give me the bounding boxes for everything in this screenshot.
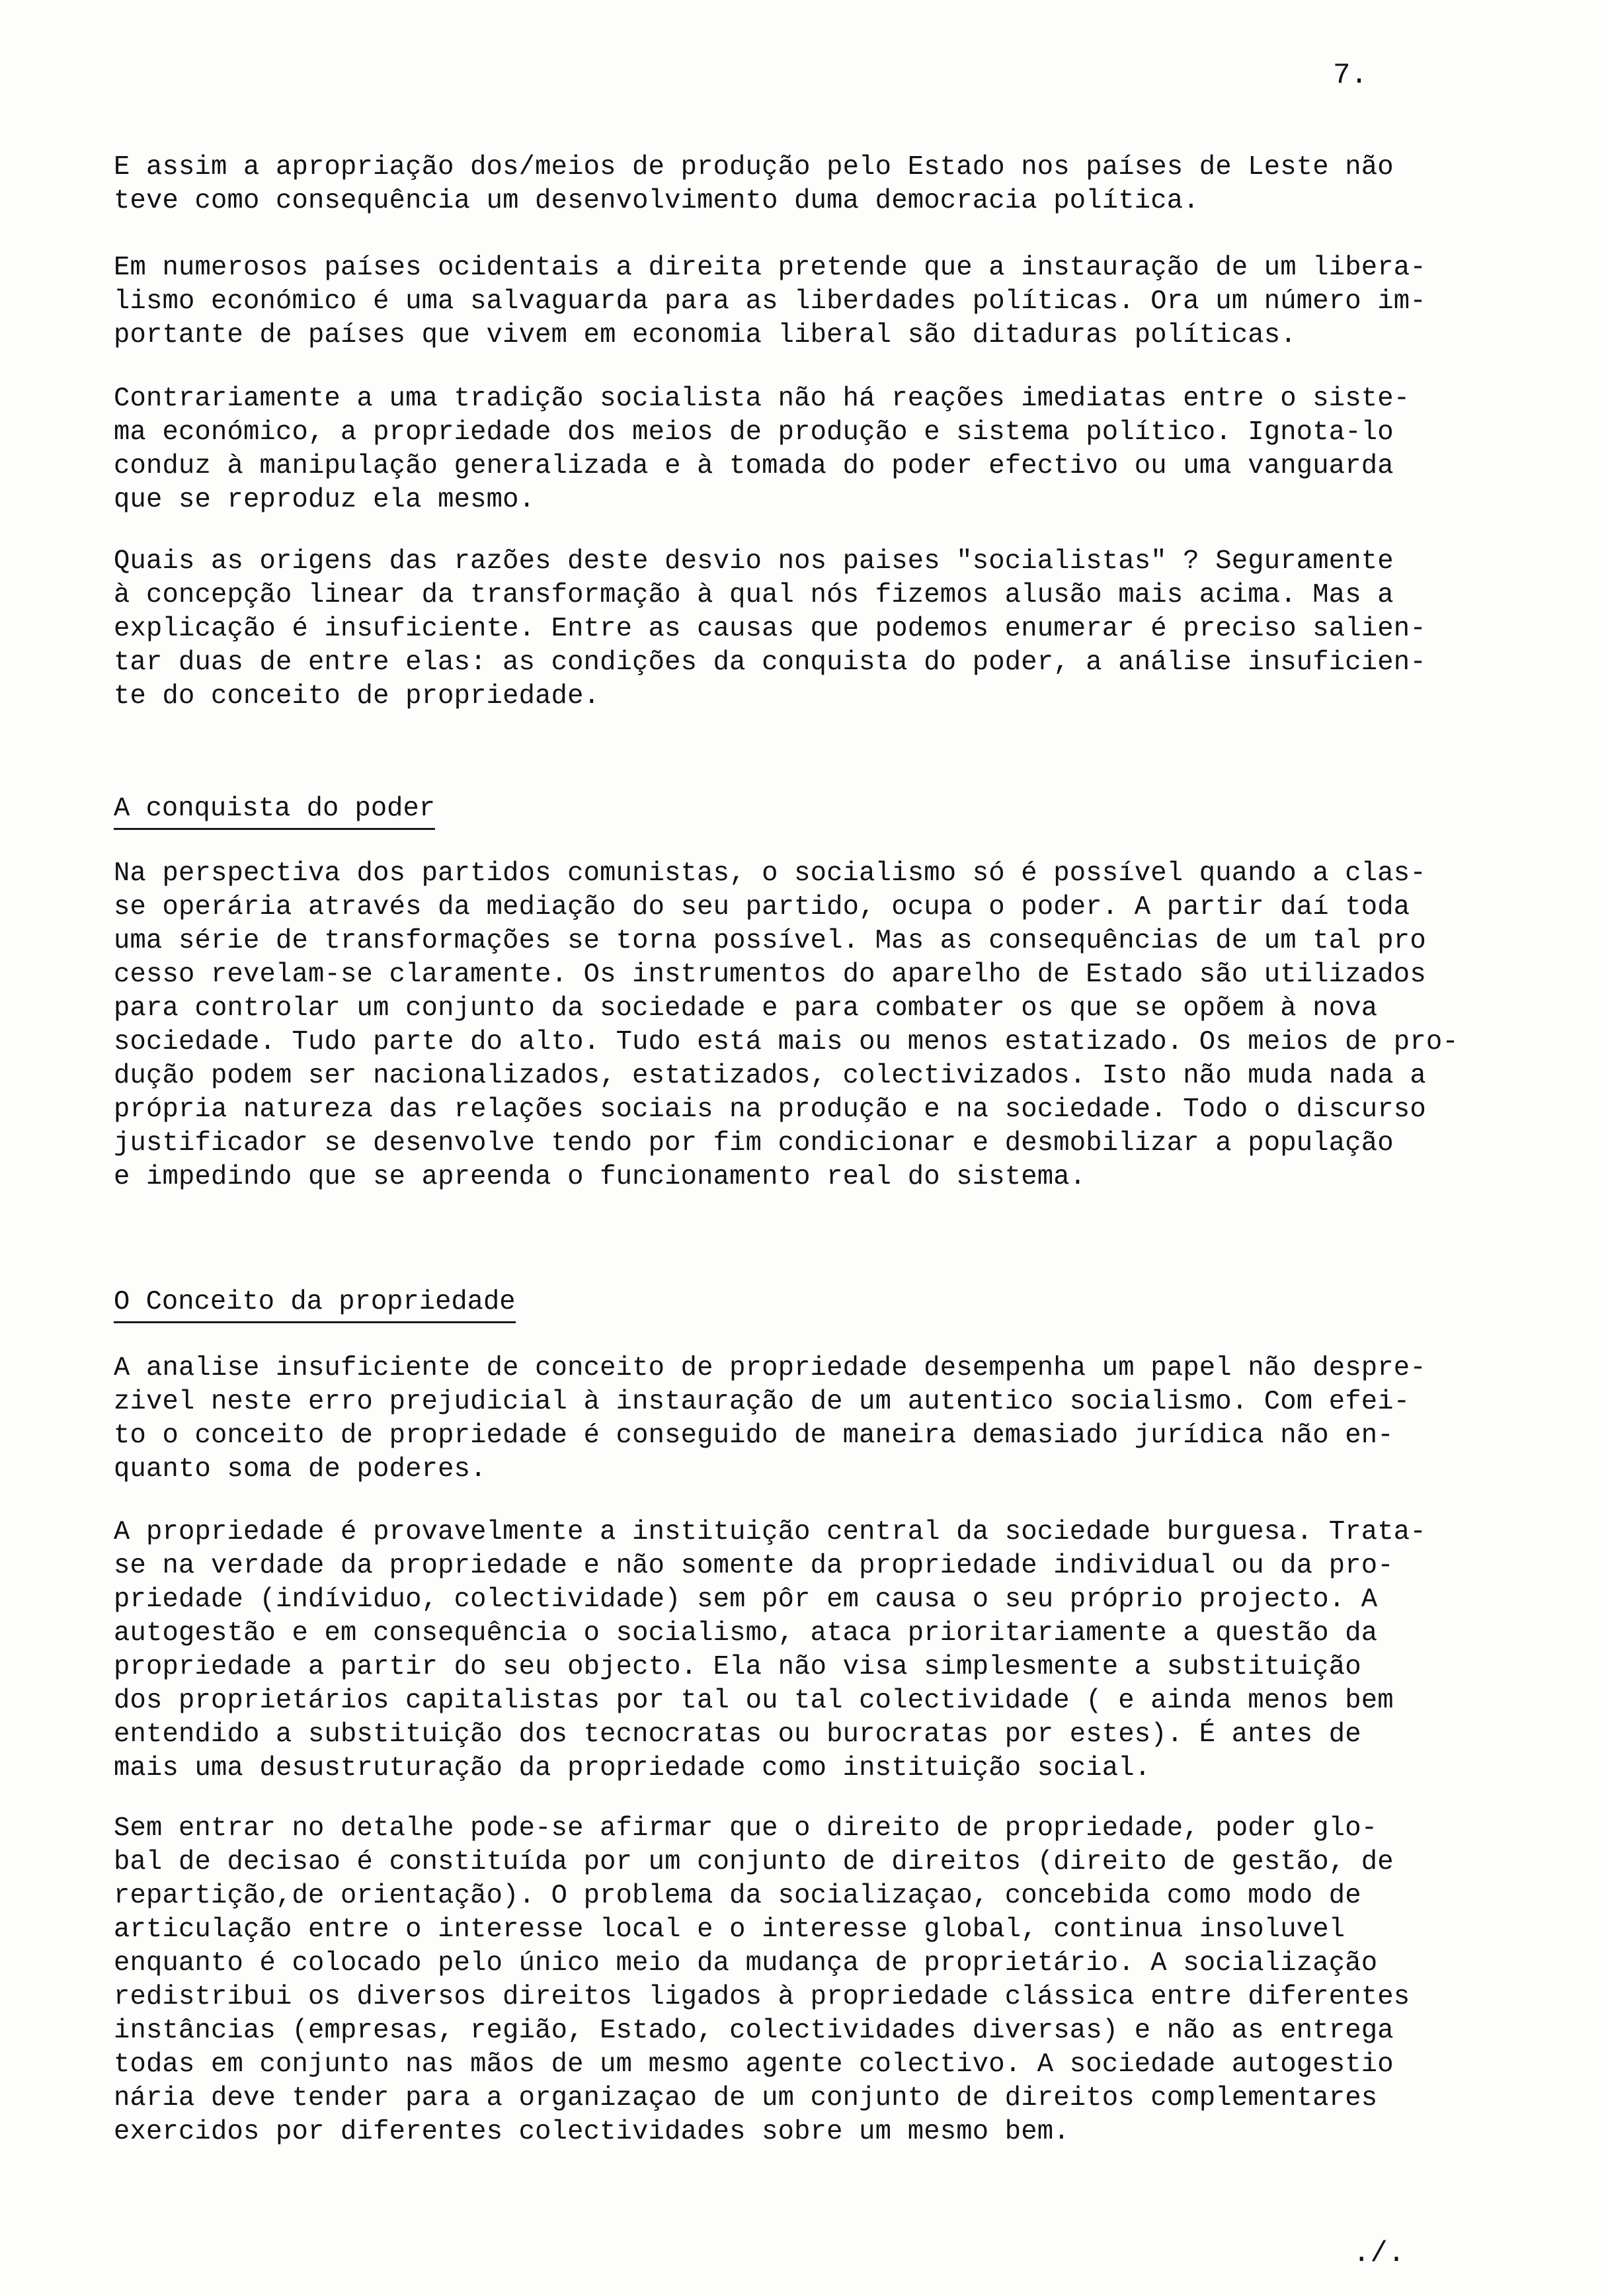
text-line: nária deve tender para a organizaçao de um conjunto de direitos complementares (114, 2083, 1378, 2113)
text-line: Na perspectiva dos partidos comunistas, o socialismo só é possível quando a clas- (114, 858, 1426, 889)
section-heading-conceito: O Conceito da propriedade (114, 1286, 516, 1323)
text-line: Contrariamente a uma tradição socialista não há reações imediatas entre o siste- (114, 384, 1410, 414)
text-line: todas em conjunto nas mãos de um mesmo agente colectivo. A sociedade autogestio (114, 2049, 1394, 2080)
paragraph-tradicao-socialista (114, 382, 1410, 517)
text-line: conduz à manipulação generalizada e à tomada do poder efectivo ou uma vanguarda (114, 451, 1394, 481)
text-line: zivel neste erro prejudicial à instauração de um autentico socialismo. Com efei- (114, 1387, 1410, 1417)
text-line: A analise insuficiente de conceito de propriedade desempenha um papel não despre- (114, 1353, 1426, 1383)
paragraph-origens (114, 545, 1426, 714)
text-line: à concepção linear da transformação à qual nós fizemos alusão mais acima. Mas a (114, 580, 1394, 610)
text-line: que se reproduz ela mesmo. (114, 485, 536, 515)
text-line: cesso revelam-se claramente. Os instrumentos do aparelho de Estado são utilizados (114, 960, 1426, 990)
text-line: bal de decisao é constituída por um conjunto de direitos (direito de gestão, de (114, 1847, 1394, 1877)
text-line: lismo económico é uma salvaguarda para as liberdades políticas. Ora um número im- (114, 286, 1426, 317)
paragraph-propriedade-burguesa (114, 1516, 1426, 1785)
text-line: tar duas de entre elas: as condições da conquista do poder, a análise insuficien- (114, 647, 1426, 678)
text-line: dução podem ser nacionalizados, estatizados, colectivizados. Isto não muda nada a (114, 1061, 1426, 1091)
text-line: exercidos por diferentes colectividades sobre um mesmo bem. (114, 2117, 1070, 2147)
paragraph-paises-ocidentais (114, 251, 1426, 352)
text-line: e impedindo que se apreenda o funcionamento real do sistema. (114, 1162, 1086, 1192)
text-line: A propriedade é provavelmente a instituição central da sociedade burguesa. Trata- (114, 1517, 1426, 1547)
text-line: Sem entrar no detalhe pode-se afirmar que o direito de propriedade, poder glo- (114, 1813, 1378, 1844)
text-line: própria natureza das relações sociais na produção e na sociedade. Todo o discurso (114, 1094, 1426, 1125)
paragraph-leste (114, 151, 1394, 218)
text-line: portante de países que vivem em economia liberal são ditaduras políticas. (114, 320, 1297, 350)
continuation-mark: ./. (1353, 2237, 1406, 2270)
text-line: priedade (indíviduo, colectividade) sem pôr em causa o seu próprio projecto. A (114, 1584, 1378, 1615)
text-line: mais uma desustruturação da propriedade como instituição social. (114, 1753, 1151, 1784)
text-line: entendido a substituição dos tecnocratas ou burocratas por estes). É antes de (114, 1719, 1361, 1750)
text-line: quanto soma de poderes. (114, 1454, 487, 1485)
text-line: E assim a apropriação dos/meios de produção pelo Estado nos países de Leste não (114, 152, 1394, 183)
text-line: ma económico, a propriedade dos meios de produção e sistema político. Ignota-lo (114, 417, 1394, 448)
text-line: sociedade. Tudo parte do alto. Tudo está mais ou menos estatizado. Os meios de pro- (114, 1027, 1459, 1057)
text-line: Em numerosos países ocidentais a direita pretende que a instauração de um libera- (114, 253, 1426, 283)
text-line: justificador se desenvolve tendo por fim condicionar e desmobilizar a população (114, 1128, 1394, 1159)
text-line: enquanto é colocado pelo único meio da mudança de proprietário. A socialização (114, 1948, 1378, 1979)
text-line: to o conceito de propriedade é conseguido de maneira demasiado jurídica não en- (114, 1420, 1394, 1451)
text-line: explicação é insuficiente. Entre as causas que podemos enumerar é preciso salien- (114, 614, 1426, 644)
text-line: articulação entre o interesse local e o interesse global, continua insoluvel (114, 1914, 1346, 1945)
paragraph-perspectiva (114, 857, 1459, 1194)
text-line: propriedade a partir do seu objecto. Ela não visa simplesmente a substituição (114, 1652, 1361, 1682)
paragraph-analise (114, 1352, 1426, 1487)
text-line: para controlar um conjunto da sociedade e para combater os que se opõem à nova (114, 993, 1378, 1024)
text-line: uma série de transformações se torna possível. Mas as consequências de um tal pro (114, 926, 1426, 956)
text-line: dos proprietários capitalistas por tal ou tal colectividade ( e ainda menos bem (114, 1686, 1394, 1716)
text-line: redistribui os diversos direitos ligados à propriedade clássica entre diferentes (114, 1982, 1410, 2012)
page-number: 7. (1333, 59, 1368, 92)
paragraph-direito-propriedade (114, 1812, 1410, 2149)
text-line: teve como consequência um desenvolvimento duma democracia política. (114, 186, 1199, 216)
text-line: se operária através da mediação do seu partido, ocupa o poder. A partir daí toda (114, 892, 1410, 922)
text-line: se na verdade da propriedade e não somente da propriedade individual ou da pro- (114, 1551, 1394, 1581)
section-heading-conquista: A conquista do poder (114, 792, 435, 830)
text-line: instâncias (empresas, região, Estado, colectividades diversas) e não as entrega (114, 2016, 1394, 2046)
text-line: te do conceito de propriedade. (114, 681, 600, 712)
text-line: repartição,de orientação). O problema da socializaçao, concebida como modo de (114, 1881, 1361, 1911)
text-line: autogestão e em consequência o socialismo, ataca prioritariamente a questão da (114, 1618, 1378, 1649)
text-line: Quais as origens das razões deste desvio nos paises "socialistas" ? Seguramente (114, 546, 1394, 577)
